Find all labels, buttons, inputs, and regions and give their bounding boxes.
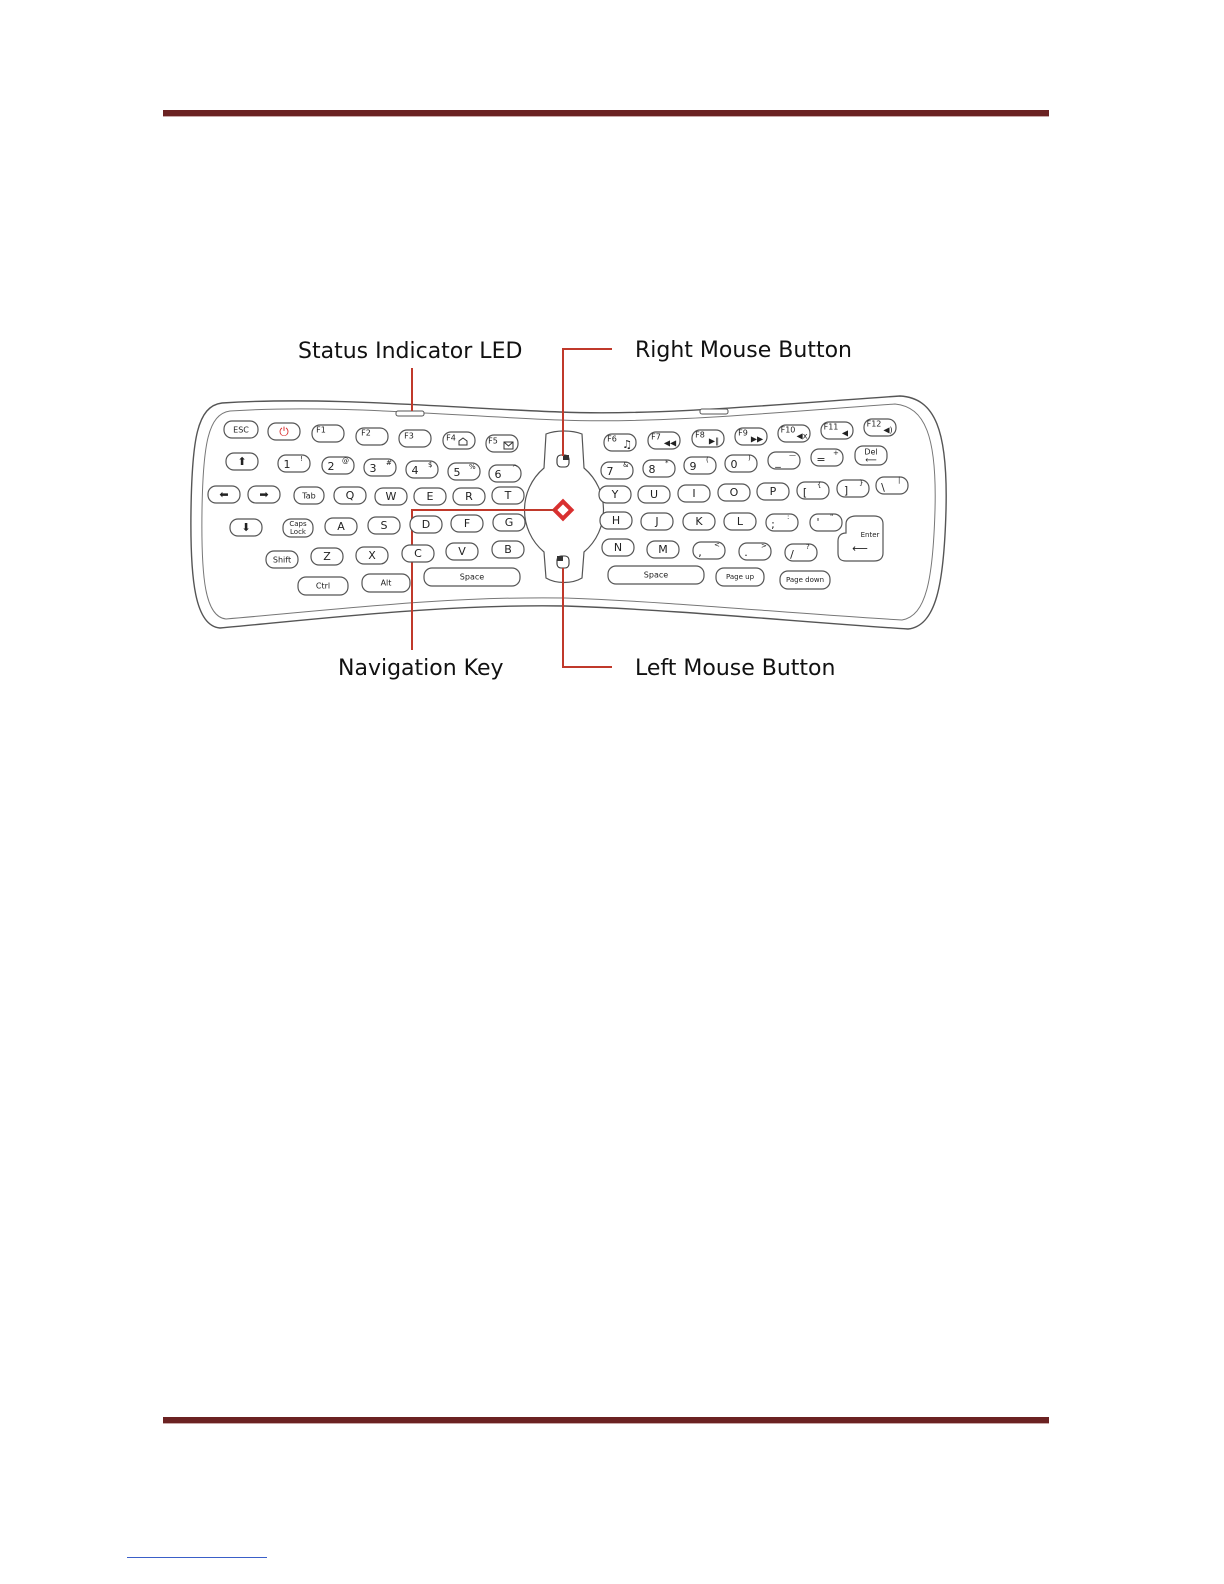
key-f12[interactable] xyxy=(864,419,896,436)
key-8[interactable] xyxy=(643,459,675,477)
svg-text:F5: F5 xyxy=(488,436,498,446)
svg-text:?: ? xyxy=(806,543,810,551)
key-b[interactable] xyxy=(492,541,524,558)
key-o[interactable] xyxy=(718,484,750,501)
key-4[interactable] xyxy=(406,461,438,478)
svg-text:C: C xyxy=(414,547,422,560)
svg-text:F2: F2 xyxy=(361,428,371,438)
svg-text:F10: F10 xyxy=(780,425,796,435)
key-e[interactable] xyxy=(414,488,446,505)
key-9[interactable] xyxy=(684,456,716,474)
svg-text:N: N xyxy=(613,541,623,554)
key-period[interactable] xyxy=(739,542,771,560)
svg-text:=: = xyxy=(816,453,826,466)
svg-text:F12: F12 xyxy=(866,419,882,429)
svg-text:0: 0 xyxy=(730,458,738,471)
key-m[interactable] xyxy=(647,541,679,558)
svg-text:F9: F9 xyxy=(738,428,748,438)
led-slot-right xyxy=(700,409,728,414)
svg-text:{: { xyxy=(817,481,822,489)
key-i[interactable] xyxy=(678,485,710,502)
volume-up-icon: ◀) xyxy=(883,425,893,435)
key-shift[interactable] xyxy=(266,551,298,568)
key-f[interactable] xyxy=(451,515,483,532)
svg-text:X: X xyxy=(368,549,376,562)
key-power[interactable] xyxy=(268,423,300,440)
play-pause-icon: ▶‖ xyxy=(708,436,720,446)
key-space-left[interactable] xyxy=(424,568,520,586)
svg-text:P: P xyxy=(769,485,777,498)
key-right-bracket[interactable] xyxy=(837,479,869,497)
svg-text:^: ^ xyxy=(512,464,518,472)
svg-text:(: ( xyxy=(706,456,709,464)
backspace-icon: ⟵ xyxy=(865,455,877,465)
svg-text:[: [ xyxy=(802,486,808,499)
key-1[interactable] xyxy=(278,455,310,472)
svg-text:R: R xyxy=(465,490,473,503)
key-down[interactable] xyxy=(230,519,262,536)
music-icon: ♫ xyxy=(622,438,632,451)
svg-text:Enter: Enter xyxy=(860,531,880,539)
svg-text:Page up: Page up xyxy=(725,573,755,581)
key-caps-lock[interactable] xyxy=(283,519,313,537)
svg-text:F1: F1 xyxy=(316,425,326,435)
svg-text:⬅: ⬅ xyxy=(219,488,229,501)
svg-text:<: < xyxy=(714,541,720,549)
key-right-arrow[interactable] xyxy=(248,486,280,503)
svg-text:ESC: ESC xyxy=(233,425,249,435)
svg-text:A: A xyxy=(337,520,345,533)
key-quote[interactable] xyxy=(810,513,842,531)
svg-text:2: 2 xyxy=(327,460,335,473)
svg-text:Tab: Tab xyxy=(302,491,316,501)
svg-text::: : xyxy=(787,513,790,521)
svg-text:]: ] xyxy=(843,484,849,497)
key-f7[interactable] xyxy=(648,432,680,449)
svg-text:F: F xyxy=(463,517,471,530)
callout-left-mouse: Left Mouse Button xyxy=(635,656,836,681)
key-0[interactable] xyxy=(725,454,757,472)
svg-text:3: 3 xyxy=(369,462,377,475)
key-f5[interactable] xyxy=(486,435,518,452)
key-f1[interactable] xyxy=(312,425,344,442)
svg-text:1: 1 xyxy=(283,458,291,471)
svg-text:Ctrl: Ctrl xyxy=(315,581,331,591)
svg-text:⬆: ⬆ xyxy=(237,455,247,468)
svg-text:F11: F11 xyxy=(823,422,839,432)
key-g[interactable] xyxy=(493,514,525,531)
key-d[interactable] xyxy=(410,516,442,533)
key-x[interactable] xyxy=(356,547,388,564)
key-6[interactable] xyxy=(489,464,521,482)
svg-text:B: B xyxy=(504,543,512,556)
key-f4[interactable] xyxy=(443,432,475,449)
key-q[interactable] xyxy=(334,487,366,504)
callout-navigation-key: Navigation Key xyxy=(338,656,504,681)
svg-text:&: & xyxy=(623,461,629,469)
svg-text:/: / xyxy=(790,548,794,561)
svg-text:Space: Space xyxy=(459,572,485,582)
svg-text:9: 9 xyxy=(689,460,697,473)
svg-text:8: 8 xyxy=(648,463,656,476)
right-mouse-button[interactable] xyxy=(557,455,569,467)
svg-text:E: E xyxy=(426,490,434,503)
svg-text:): ) xyxy=(748,454,751,462)
key-k[interactable] xyxy=(683,513,715,530)
key-space-right[interactable] xyxy=(608,566,704,584)
svg-text:4: 4 xyxy=(411,464,419,477)
key-f9[interactable] xyxy=(735,428,767,445)
key-y[interactable] xyxy=(599,486,631,503)
callout-status-led: Status Indicator LED xyxy=(298,339,523,364)
key-semicolon[interactable] xyxy=(766,513,798,531)
key-backslash[interactable] xyxy=(876,476,908,494)
svg-text:K: K xyxy=(695,515,703,528)
key-c[interactable] xyxy=(402,545,434,562)
svg-text:⏻: ⏻ xyxy=(279,424,289,439)
svg-text:F7: F7 xyxy=(651,432,661,442)
volume-down-icon: ◀ xyxy=(841,428,849,438)
svg-text:6: 6 xyxy=(494,468,502,481)
svg-text:\: \ xyxy=(881,481,885,494)
key-7[interactable] xyxy=(601,461,633,479)
svg-text:+: + xyxy=(833,449,839,457)
key-f3[interactable] xyxy=(399,430,431,447)
svg-text:Space: Space xyxy=(643,570,669,580)
key-f10[interactable] xyxy=(778,425,810,442)
key-s[interactable] xyxy=(368,517,400,534)
svg-text:Shift: Shift xyxy=(272,555,292,565)
svg-text:D: D xyxy=(421,518,431,531)
svg-text:V: V xyxy=(458,545,466,558)
key-u[interactable] xyxy=(638,486,670,503)
key-left-bracket[interactable] xyxy=(797,481,829,499)
svg-text:Del: Del xyxy=(864,447,878,457)
key-r[interactable] xyxy=(453,488,485,505)
svg-text:;: ; xyxy=(771,518,775,531)
svg-text:.: . xyxy=(744,546,748,559)
svg-text:H: H xyxy=(611,514,621,527)
key-f6[interactable] xyxy=(604,434,636,451)
key-2[interactable] xyxy=(322,457,354,474)
fast-forward-icon: ▶▶ xyxy=(750,434,764,444)
rewind-icon: ◀◀ xyxy=(663,438,677,448)
svg-text:F8: F8 xyxy=(695,430,705,440)
footer-link-underline[interactable] xyxy=(127,1557,267,1558)
svg-text:Z: Z xyxy=(323,550,331,563)
svg-text:!: ! xyxy=(300,455,303,463)
svg-text:Page down: Page down xyxy=(785,576,825,584)
svg-text:": " xyxy=(830,513,834,521)
svg-text:G: G xyxy=(504,516,514,529)
key-3[interactable] xyxy=(364,459,396,476)
svg-text:F6: F6 xyxy=(607,434,617,444)
key-t[interactable] xyxy=(492,487,524,504)
svg-text:J: J xyxy=(655,515,659,528)
key-minus[interactable] xyxy=(768,451,800,469)
svg-text:➡: ➡ xyxy=(259,488,269,501)
svg-text:|: | xyxy=(898,476,901,484)
key-z[interactable] xyxy=(311,548,343,565)
key-n[interactable] xyxy=(602,539,634,556)
svg-text:S: S xyxy=(380,519,388,532)
svg-text:L: L xyxy=(736,515,744,528)
key-page-up[interactable] xyxy=(716,568,764,586)
svg-text:O: O xyxy=(729,486,739,499)
svg-text:Alt: Alt xyxy=(380,578,392,588)
key-v[interactable] xyxy=(446,543,478,560)
key-p[interactable] xyxy=(757,483,789,500)
key-page-down[interactable] xyxy=(780,571,830,589)
mute-icon: ◀x xyxy=(796,431,808,441)
key-5[interactable] xyxy=(448,463,480,480)
key-f8[interactable] xyxy=(692,430,724,447)
svg-text:}: } xyxy=(859,479,864,487)
svg-text:M: M xyxy=(658,543,668,556)
svg-text:#: # xyxy=(386,459,392,467)
key-a[interactable] xyxy=(325,518,357,535)
svg-text:Y: Y xyxy=(611,488,619,501)
svg-text:F3: F3 xyxy=(404,431,414,441)
svg-text:%: % xyxy=(469,463,476,471)
svg-text:U: U xyxy=(649,488,659,501)
svg-text:,: , xyxy=(698,546,702,559)
svg-text:T: T xyxy=(504,489,512,502)
svg-text:7: 7 xyxy=(606,465,614,478)
svg-text:$: $ xyxy=(428,461,433,469)
key-left-arrow[interactable] xyxy=(208,486,240,503)
key-f11[interactable] xyxy=(821,422,853,439)
key-f2[interactable] xyxy=(356,428,388,445)
svg-text:>: > xyxy=(761,542,767,550)
key-j[interactable] xyxy=(641,513,673,530)
key-w[interactable] xyxy=(375,488,407,505)
key-equals[interactable] xyxy=(811,449,843,466)
callout-right-mouse: Right Mouse Button xyxy=(635,338,852,363)
svg-text:I: I xyxy=(692,487,696,500)
svg-text:—: — xyxy=(789,451,796,459)
svg-text:_: _ xyxy=(775,455,781,468)
left-mouse-button[interactable] xyxy=(557,556,569,568)
key-tab[interactable] xyxy=(294,487,324,504)
key-comma[interactable] xyxy=(693,541,725,559)
key-ctrl[interactable] xyxy=(298,577,348,595)
mail-icon xyxy=(504,442,513,449)
svg-text:*: * xyxy=(665,459,669,467)
status-led xyxy=(396,411,424,416)
svg-text:@: @ xyxy=(342,457,349,465)
key-l[interactable] xyxy=(724,513,756,530)
key-up[interactable] xyxy=(226,453,258,470)
key-h[interactable] xyxy=(600,512,632,529)
key-alt[interactable] xyxy=(362,574,410,592)
key-slash[interactable] xyxy=(785,543,817,561)
svg-text:⬇: ⬇ xyxy=(241,521,251,534)
svg-text:F4: F4 xyxy=(446,433,456,443)
footer-rule xyxy=(163,1417,1049,1424)
svg-text:5: 5 xyxy=(453,466,461,479)
svg-text:W: W xyxy=(385,490,397,503)
key-esc[interactable] xyxy=(224,421,258,438)
enter-arrow-icon: ⟵ xyxy=(852,542,868,555)
svg-text:Q: Q xyxy=(345,489,355,502)
svg-text:Caps: Caps xyxy=(289,520,307,528)
key-del[interactable] xyxy=(855,446,887,465)
svg-text:Lock: Lock xyxy=(290,528,306,536)
svg-text:': ' xyxy=(816,516,820,529)
